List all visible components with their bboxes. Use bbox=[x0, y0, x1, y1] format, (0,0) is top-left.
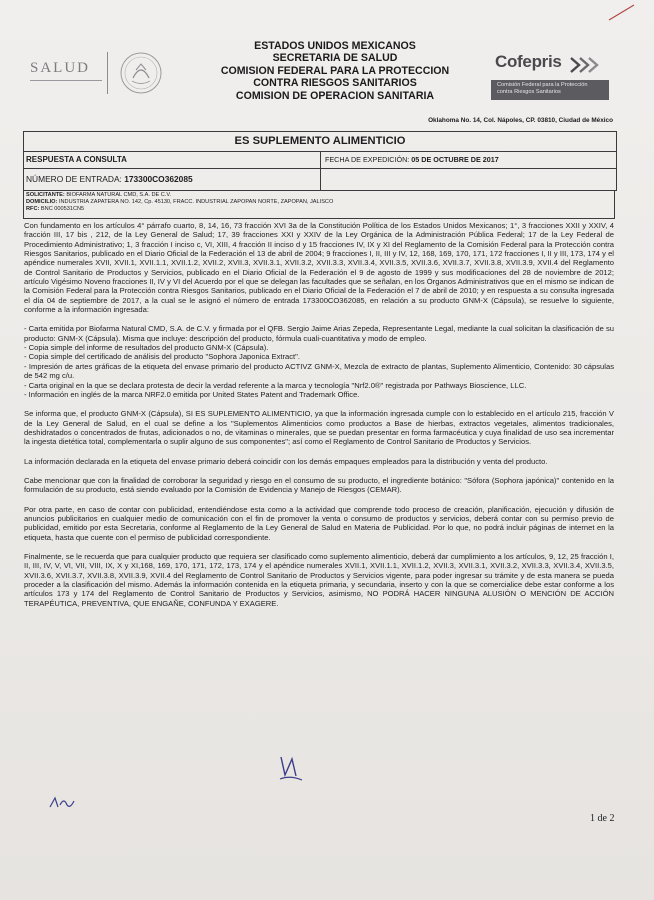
salud-logo-text: SALUD bbox=[30, 60, 91, 76]
cofepris-tagline-1: Comisión Federal para la Protección bbox=[497, 82, 588, 88]
fecha-value: 05 DE OCTUBRE DE 2017 bbox=[411, 155, 499, 164]
cofepris-tagline-2: contra Riesgos Sanitarios bbox=[497, 89, 561, 95]
submitted-documents-list bbox=[24, 324, 614, 399]
info-row-1 bbox=[23, 151, 617, 169]
list-item: - Copia simple del certificado de análisis del producto "Sophora Japonica Extract". bbox=[24, 352, 300, 362]
entrada-value: 173300CO362085 bbox=[124, 174, 193, 184]
mexico-seal-icon bbox=[118, 50, 164, 96]
cofepris-logo bbox=[491, 52, 611, 108]
logo-divider bbox=[107, 52, 108, 94]
solicitante-label: SOLICITANTE: bbox=[26, 192, 65, 198]
salud-logo bbox=[30, 58, 102, 94]
respuesta-label: RESPUESTA A CONSULTA bbox=[26, 155, 127, 164]
handwritten-initials bbox=[48, 795, 78, 811]
cemar-paragraph: Cabe mencionar que con la finalidad de corroborar la seguridad y riesgo en el consumo de su producto, el ingrediente botánico: "Sófora (Sophora japónica)" contenido en la formulación de su producto, está siendo evaluado por la Comisión de Evidencia y Manejo de Riesgos (CEMAR). bbox=[24, 475, 614, 495]
header-line-2: SECRETARIA DE SALUD bbox=[272, 52, 398, 65]
cell-separator bbox=[320, 168, 321, 190]
rfc-value: BNC 000531CN5 bbox=[40, 205, 85, 212]
numero-entrada bbox=[26, 168, 316, 190]
final-paragraph: Finalmente, se le recuerda que para cualquier producto que requiera ser clasificado como suplemento alimenticio, deberá dar cumplimiento a los artículos, 9, 12, 25 fracción I, II, III, IV, V, VI, VII, VIII, IX, X y XI,168, 169, 170, 171, 172, 173, 174 y el apéndice numerales XVII.1, XVII.1.1, XVII.1.2, XVII.3, XVII.3.1, XVII.3.2, XVII.3.3, XVII.3.4, XVII.3.5, XVII.3.6, XVII.3.7, XVII.3.8, XVII.3.9, XVII.4 del Reglamento de Control Sanitario de Productos y Servicios vigente, para poder ingresar su trámite y de esta manera se pueda proceder a la clasificación del mismo. Además la información contenida en la etiqueta primaria, y secundaria, inserto y con la que se comercialice debe estar conforme a los artículos 173 y 174 del Reglamento de Control Sanitario de Productos y Servicios, asimismo, NO PODRÁ HACER NINGUNA ALUSIÓN O MENCIÓN DE ACCIÓN TERAPÉUTICA, PREVENTIVA, QUE ENGAÑE, CONFUNDA Y EXAGERE. bbox=[24, 551, 614, 608]
list-item: - Información en inglés de la marca NRF2.0 emitida por United States Patent and Trademark Office. bbox=[24, 389, 360, 399]
fecha-label: FECHA DE EXPEDICIÓN: bbox=[325, 155, 410, 164]
info-row-2 bbox=[23, 168, 617, 191]
domicilio-label: DOMICILIO: bbox=[26, 198, 58, 205]
advertising-paragraph: Por otra parte, en caso de contar con publicidad, entendiéndose esta como a la actividad que comprende todo proceso de creación, planificación, ejecución y difusión de anuncios publicitarios en cualquier medio de comunicación con el fin de promover la venta o consumo de productos y servicios, deberá contar con su permiso previo de publicidad, emitido por esta Secretaria, conforme al Reglamento de la Ley General de Salud en Materia de Publicidad. Por lo que, no podrá incluir páginas de internet en la etiqueta, hasta que cuente con el permiso de publicidad correspondiente. bbox=[24, 504, 614, 542]
rfc-label: RFC: bbox=[26, 205, 40, 212]
cofepris-arrow-icon bbox=[569, 56, 599, 74]
resolution-paragraph: Se informa que, el producto GNM-X (Cápsula), SI ES SUPLEMENTO ALIMENTICIO, ya que la información ingresada cumple con lo establecido en el artículo 215, fracción V de la Ley General de Salud, en el cual se define a los "Suplementos Alimenticios como productos a Base de hierbas, extractos vegetales, alimentos tradicionales, deshidratados o concentrados de frutas, adicionados o no, de vitaminas o minerales, que se puedan presentar en forma farmacéutica y cuya finalidad de uso sea incrementar la ingesta dietética total, complementarla o suplir alguno de sus componentes"; así como el Reglamento de Control Sanitario de Productos y Servicios. bbox=[24, 409, 614, 447]
list-item: - Impresión de artes gráficas de la etiqueta del envase primario del producto ACTIVZ GNM-X, Mezcla de extracto de plantas, Suplemento Alimenticio, Contenido: 30 cápsulas de 542 mg c/u. bbox=[24, 361, 614, 381]
office-address: Oklahoma No. 14, Col. Nápoles, CP. 03810, Ciudad de México bbox=[428, 117, 613, 124]
header-line-1: ESTADOS UNIDOS MEXICANOS bbox=[254, 40, 416, 52]
list-item: - Carta original en la que se declara protesta de decir la verdad referente a la marca y tecnología "Nrf2.0®" registrada por Pathways Bioscience, LLC. bbox=[24, 380, 527, 390]
solicitante-value: BIOFARMA NATURAL CMD, S.A. DE C.V. bbox=[66, 192, 172, 198]
document-body bbox=[24, 221, 614, 608]
cofepris-name: Cofepris bbox=[495, 52, 562, 71]
list-item: - Copia simple del informe de resultados del producto GNM-X (Cápsula). bbox=[24, 343, 269, 353]
fecha-expedicion bbox=[325, 152, 613, 168]
entrada-label: NÚMERO DE ENTRADA: bbox=[26, 174, 122, 184]
salud-logo-underline bbox=[30, 80, 102, 84]
document-title: ES SUPLEMENTO ALIMENTICIO bbox=[23, 131, 617, 151]
label-info-paragraph: La información declarada en la etiqueta del envase primario deberá coincidir con los demás empaques empleados para la distribución y venta del producto. bbox=[24, 456, 548, 466]
cell-separator bbox=[320, 152, 321, 168]
pen-mark bbox=[607, 2, 637, 22]
cofepris-tagline bbox=[491, 80, 609, 100]
applicant-info bbox=[23, 191, 615, 219]
handwritten-initials bbox=[276, 749, 306, 789]
domicilio-value: INDUSTRIA ZAPATERA NO. 142, Cp. 45130, FRACC. INDUSTRIAL ZAPOPAN NORTE, ZAPOPAN, JALISCO bbox=[58, 198, 334, 205]
header-line-5: COMISION DE OPERACION SANITARIA bbox=[235, 89, 435, 102]
header-line-3: COMISION FEDERAL PARA LA PROTECCION bbox=[220, 64, 450, 77]
header-line-4: CONTRA RIESGOS SANITARIOS bbox=[253, 77, 417, 90]
list-item: - Carta emitida por Biofarma Natural CMD, S.A. de C.V. y firmada por el QFB. Sergio Jaime Arias Zepeda, Representante Legal, mediante la cual solicitan la clasificación de su producto: GNM-X (Cápsula). Misma que incluye: descripción del producto, fórmula cuali-cuantitativa y modo de empleo. bbox=[24, 324, 614, 343]
page-number: 1 de 2 bbox=[590, 813, 615, 824]
institution-header bbox=[185, 40, 485, 102]
legal-basis-paragraph: Con fundamento en los artículos 4° párrafo cuarto, 8, 14, 16, 73 fracción XVI 3a de la Constitución Política de los Estados Unidos Mexicanos; 1°, 3 fracciones XXII y XXIV, 4 fracción III, 17 bis , 212, de la Ley General de Salud; 17, 39 fracciones XXI y XXIV de la Ley Orgánica de la Administración Pública Federal; 17 de la Ley Federal de Procedimiento Administrativo; 1, 3 fracción I inciso c, VI, XIII, 4 fracción II inciso d y 15 fracciones IV, IX y XI del Reglamento de la Comisión Federal para la Protección contra Riesgos Sanitarios, publicado en el Diario Oficial de la Federación el 13 de abril de 2004; 9 fracciones I, II, III y IV, 12, 168, 169, 170, 171, 172 fracciones I, II y III, 173, 174 y el apéndice numerales XVII, XVII.1, XVII.1.1, XVII.1.2, XVII.2, XVII.3, XVII.3.1, XVII.3.2, XVII.3.3, XVII.3.4, XVII.3.5, XVII.3.6, XVII.3.7, XVII.3.8, XVII.3.9, XVII.4 del Reglamento de Control Sanitario de Productos y Servicios, publicado en el Diario Oficial de la Federación el 9 de agosto de 1999 y sus modificaciones del 28 de noviembre de 2012; artículo Vigésimo Noveno fracciones II, IV y VI del Acuerdo por el que se delegan las facultades que se señalan, en los Órganos Administrativos que en el mismo se indican de la Comisión Federal para la Protección contra Riesgos Sanitarios, publicado en el Diario Oficial de la Federación el 7 de abril de 2010; y en respuesta a su consulta ingresada el día 04 de septiembre de 2017, a la cual se le asignó el número de entrada 173300CO362085, en relación a su producto GNM-X (Cápsula), se resuelve lo siguiente, conforme a la información ingresada: bbox=[24, 221, 614, 315]
